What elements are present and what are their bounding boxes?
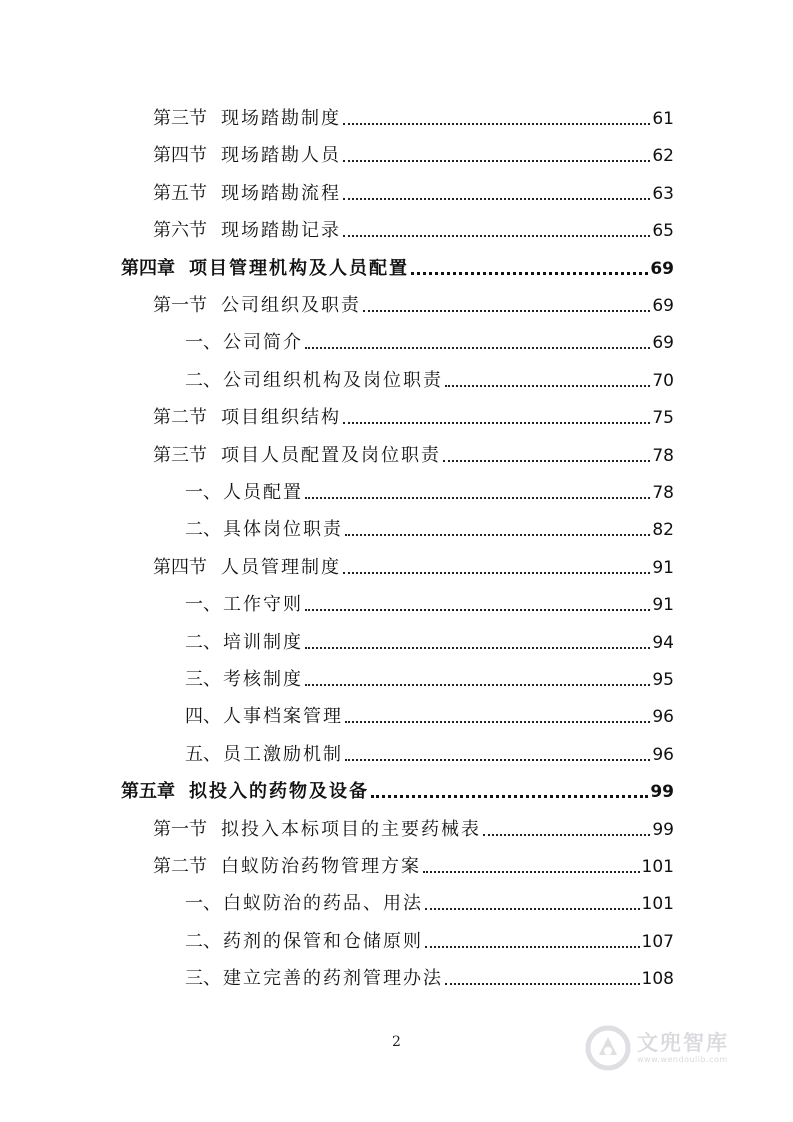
toc-entry-page: 94: [652, 632, 674, 653]
toc-entry-page: 69: [652, 333, 674, 354]
toc-entry-title: 建立完善的药剂管理办法: [223, 968, 443, 990]
toc-entry-label: 第一节: [153, 818, 207, 840]
toc-entry-label: 五、: [185, 743, 221, 765]
toc-entry-leader: [305, 647, 650, 649]
toc-entry-title: 项目人员配置及岗位职责: [221, 444, 441, 466]
toc-entry-leader: [445, 983, 640, 985]
toc-entry-page: 99: [652, 819, 674, 840]
toc-entry-leader: [343, 235, 650, 237]
toc-entry[interactable]: [185, 594, 674, 616]
toc-entry-label: 二、: [185, 631, 221, 653]
watermark-logo-icon: [585, 1025, 631, 1071]
toc-entry-leader: [345, 534, 650, 536]
toc-entry-leader: [425, 946, 640, 948]
toc-entry-title: 人员管理制度: [221, 556, 341, 578]
toc-entry-label: 第五章: [121, 781, 175, 803]
toc-entry[interactable]: [153, 295, 674, 317]
toc-entry[interactable]: [185, 519, 674, 541]
toc-entry-label: 第一节: [153, 295, 207, 316]
toc-entry[interactable]: [153, 108, 674, 130]
toc-entry-leader: [411, 272, 648, 275]
toc-entry-label: 第二节: [153, 856, 207, 877]
toc-entry-leader: [483, 834, 650, 836]
toc-entry-title: 人员配置: [223, 482, 303, 503]
toc-entry-title: 白蚁防治的药品、用法: [223, 893, 423, 915]
toc-entry-page: 69: [650, 258, 674, 279]
toc-entry[interactable]: [185, 968, 674, 990]
toc-entry[interactable]: [185, 744, 674, 766]
toc-entry-title: 考核制度: [223, 669, 303, 690]
toc-entry-title: 现场踏勘制度: [221, 108, 341, 129]
toc-entry-title: 白蚁防治药物管理方案: [221, 856, 421, 877]
toc-entry[interactable]: [185, 669, 674, 691]
toc-entry-label: 第四章: [121, 257, 175, 279]
toc-entry-label: 第三节: [153, 108, 207, 129]
toc-entry[interactable]: [153, 183, 674, 205]
toc-entry[interactable]: [185, 931, 674, 953]
toc-entry-leader: [345, 721, 650, 723]
toc-entry-page: 95: [652, 670, 674, 690]
toc-entry-title: 现场踏勘流程: [221, 182, 341, 204]
toc-entry-label: 一、: [185, 594, 221, 616]
toc-entry-page: 96: [652, 744, 674, 765]
watermark-url: www.wendoulib.com: [637, 1055, 728, 1064]
toc-entry-leader: [371, 795, 648, 798]
toc-entry-leader: [305, 609, 650, 611]
toc-entry-page: 108: [641, 969, 674, 990]
toc-entry[interactable]: [121, 781, 674, 803]
toc-entry-leader: [343, 572, 650, 574]
toc-entry-label: 三、: [185, 669, 221, 690]
toc-entry[interactable]: [185, 706, 674, 728]
toc-entry[interactable]: [153, 145, 674, 167]
toc-entry[interactable]: [185, 893, 674, 915]
toc-entry-page: 91: [652, 595, 674, 616]
toc-entry[interactable]: [153, 856, 674, 878]
toc-entry-page: 99: [650, 782, 674, 803]
toc-entry-label: 三、: [185, 968, 221, 990]
toc-entry-title: 人事档案管理: [223, 706, 343, 728]
toc-entry[interactable]: [185, 482, 674, 504]
toc-entry-leader: [305, 347, 650, 349]
toc-entry-page: 65: [652, 221, 674, 242]
toc-entry-title: 现场踏勘记录: [221, 220, 341, 242]
page-number: 2: [392, 1034, 401, 1050]
toc-entry-page: 69: [652, 296, 674, 316]
toc-entry-label: 四、: [185, 706, 221, 728]
toc-entry-label: 第四节: [153, 556, 207, 578]
toc-entry-label: 第六节: [153, 220, 207, 242]
toc-entry-label: 一、: [185, 482, 221, 503]
toc-entry-leader: [345, 759, 650, 761]
toc-entry-title: 公司组织机构及岗位职责: [223, 369, 443, 391]
toc-entry-leader: [343, 160, 650, 162]
toc-entry-page: 78: [652, 483, 674, 503]
toc-entry-title: 员工激励机制: [223, 743, 343, 765]
toc-entry[interactable]: [153, 407, 674, 429]
toc-entry-label: 一、: [185, 332, 221, 354]
toc-entry[interactable]: [121, 258, 674, 280]
watermark-name: 文兜智库: [637, 1031, 729, 1055]
toc-entry-title: 拟投入本标项目的主要药械表: [221, 818, 481, 840]
toc-entry-leader: [305, 684, 650, 686]
toc-entry-title: 公司简介: [223, 332, 303, 354]
toc-entry-page: 91: [652, 557, 674, 578]
toc-entry[interactable]: [185, 632, 674, 654]
toc-entry-title: 药剂的保管和仓储原则: [223, 930, 423, 952]
toc-entry-page: 63: [652, 183, 674, 204]
toc-entry-label: 一、: [185, 893, 221, 915]
toc-entry-page: 62: [652, 146, 674, 167]
toc-entry[interactable]: [153, 557, 674, 579]
toc-entry-leader: [423, 871, 640, 873]
toc-entry-leader: [363, 310, 650, 312]
toc-entry-leader: [305, 497, 650, 499]
toc-entry-label: 第三节: [153, 444, 207, 466]
toc-entry-page: 82: [652, 520, 674, 541]
toc-entry-title: 公司组织及职责: [221, 295, 361, 316]
toc-entry-page: 70: [652, 370, 674, 391]
toc-entry-label: 二、: [185, 519, 221, 541]
toc-entry-page: 107: [641, 931, 674, 952]
toc-entry-leader: [445, 385, 650, 387]
toc-entry-title: 具体岗位职责: [223, 519, 343, 541]
toc-entry-leader: [425, 908, 640, 910]
toc-entry-leader: [443, 460, 650, 462]
toc-entry-page: 101: [641, 894, 674, 915]
toc-entry-label: 二、: [185, 930, 221, 952]
toc-entry-title: 工作守则: [223, 594, 303, 616]
toc-entry-page: 96: [652, 707, 674, 728]
toc-entry-title: 现场踏勘人员: [221, 145, 341, 167]
toc-entry-leader: [343, 422, 650, 424]
toc-entry-page: 75: [652, 408, 674, 429]
toc-entry-label: 第五节: [153, 182, 207, 204]
toc-entry-label: 第二节: [153, 407, 207, 429]
toc-entry-leader: [343, 198, 650, 200]
toc-entry-leader: [343, 123, 650, 125]
toc-entry-title: 项目管理机构及人员配置: [189, 257, 409, 279]
toc-entry-label: 第四节: [153, 145, 207, 167]
toc-entry-title: 项目组织结构: [221, 407, 341, 429]
toc-entry-title: 拟投入的药物及设备: [189, 781, 369, 803]
toc-entry[interactable]: [185, 332, 674, 354]
watermark: [585, 1018, 765, 1078]
toc-entry[interactable]: [153, 220, 674, 242]
toc-entry[interactable]: [153, 819, 674, 841]
toc-entry-page: 61: [652, 109, 674, 129]
toc-entry-page: 78: [652, 445, 674, 466]
toc-entry-label: 二、: [185, 369, 221, 391]
toc-entry[interactable]: [185, 370, 674, 392]
toc-entry-page: 101: [641, 857, 674, 877]
toc-entry-title: 培训制度: [223, 631, 303, 653]
toc-entry[interactable]: [153, 445, 674, 467]
